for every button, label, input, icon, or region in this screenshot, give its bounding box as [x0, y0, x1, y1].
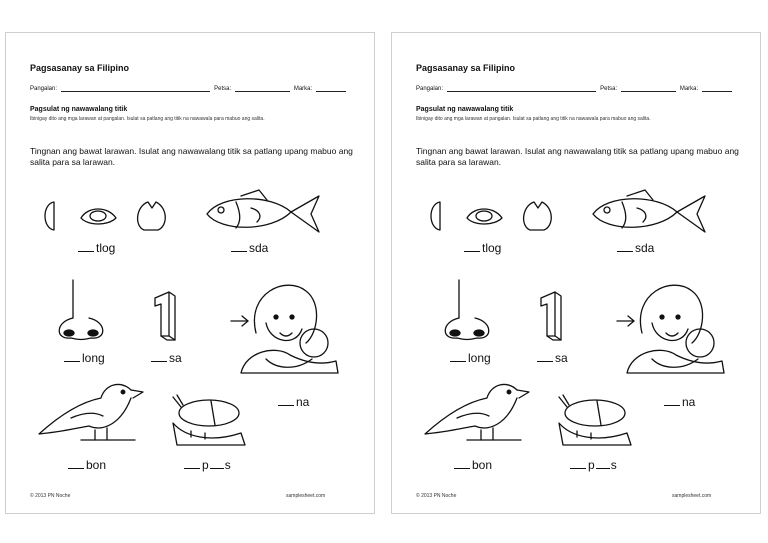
name-line: [61, 85, 210, 92]
answer-blank: [78, 251, 94, 252]
cockroach-icon: [171, 393, 251, 448]
word-item-mother: na: [664, 395, 695, 409]
answer-blank: [210, 468, 224, 469]
answer-blank: [570, 468, 586, 469]
egg-icon: [422, 196, 562, 236]
word-item-nose: long: [450, 351, 491, 365]
nose-icon: [51, 278, 111, 343]
name-label: Pangalan:: [416, 86, 444, 92]
student-info-row: [30, 85, 350, 92]
word-item-cockroach: p s: [184, 458, 231, 472]
worksheet-description: Ibinigay dito ang mga larawan at pangalan. Isulat sa patlang ang titik na nawawala para mabuo ang salita.: [416, 116, 651, 122]
copyright-footer: © 2013 PN Noche: [30, 493, 71, 499]
worksheet-page-left: [5, 32, 375, 514]
answer-blank: [64, 361, 80, 362]
answer-blank: [68, 468, 84, 469]
date-label: Petsa:: [214, 86, 232, 92]
word-item-one: sa: [537, 351, 568, 365]
answer-blank: [537, 361, 553, 362]
worksheet-subtitle: Pagsulat ng nawawalang titik: [30, 106, 128, 113]
answer-blank: [184, 468, 200, 469]
word-item-one: sa: [151, 351, 182, 365]
fish-icon: [587, 188, 712, 238]
egg-icon: [36, 196, 176, 236]
word-item-nose: long: [64, 351, 105, 365]
word-item-mother: na: [278, 395, 309, 409]
word-item-bird: bon: [454, 458, 492, 472]
student-info-row: [416, 85, 736, 92]
worksheet-instruction: Tingnan ang bawat larawan. Isulat ang nawawalang titik sa patlang upang mabuo ang salita para sa larawan.: [30, 146, 353, 167]
answer-blank: [278, 405, 294, 406]
score-label: Marka:: [293, 86, 313, 92]
bird-icon: [31, 378, 146, 448]
number-one-icon: [151, 290, 191, 345]
date-label: Petsa:: [600, 86, 618, 92]
fish-icon: [201, 188, 326, 238]
worksheet-title: Pagsasanay sa Filipino: [416, 63, 516, 73]
nose-icon: [437, 278, 497, 343]
worksheet-instruction: Tingnan ang bawat larawan. Isulat ang nawawalang titik sa patlang upang mabuo ang salita para sa larawan.: [416, 146, 739, 167]
answer-blank: [151, 361, 167, 362]
copyright-footer: © 2013 PN Noche: [416, 493, 457, 499]
word-item-bird: bon: [68, 458, 106, 472]
mother-child-icon: [612, 273, 727, 383]
answer-blank: [617, 251, 633, 252]
word-item-cockroach: p s: [570, 458, 617, 472]
name-line: [447, 85, 596, 92]
answer-blank: [464, 251, 480, 252]
worksheet-page-right: [391, 32, 761, 514]
bird-icon: [417, 378, 532, 448]
word-item-fish: sda: [231, 241, 268, 255]
name-label: Pangalan:: [30, 86, 58, 92]
score-label: Marka:: [679, 86, 699, 92]
score-line: [702, 85, 732, 92]
date-line: [621, 85, 676, 92]
answer-blank: [664, 405, 680, 406]
word-item-egg: tlog: [464, 241, 501, 255]
worksheet-description: Ibinigay dito ang mga larawan at pangalan. Isulat sa patlang ang titik na nawawala para mabuo ang salita.: [30, 116, 265, 122]
website-footer: samplesheet.com: [672, 493, 712, 499]
cockroach-icon: [557, 393, 637, 448]
answer-blank: [596, 468, 610, 469]
website-footer: samplesheet.com: [286, 493, 326, 499]
word-item-fish: sda: [617, 241, 654, 255]
date-line: [235, 85, 290, 92]
answer-blank: [231, 251, 247, 252]
number-one-icon: [537, 290, 577, 345]
worksheet-subtitle: Pagsulat ng nawawalang titik: [416, 106, 514, 113]
worksheet-title: Pagsasanay sa Filipino: [30, 63, 130, 73]
answer-blank: [454, 468, 470, 469]
mother-child-icon: [226, 273, 341, 383]
answer-blank: [450, 361, 466, 362]
word-item-egg: tlog: [78, 241, 115, 255]
score-line: [316, 85, 346, 92]
